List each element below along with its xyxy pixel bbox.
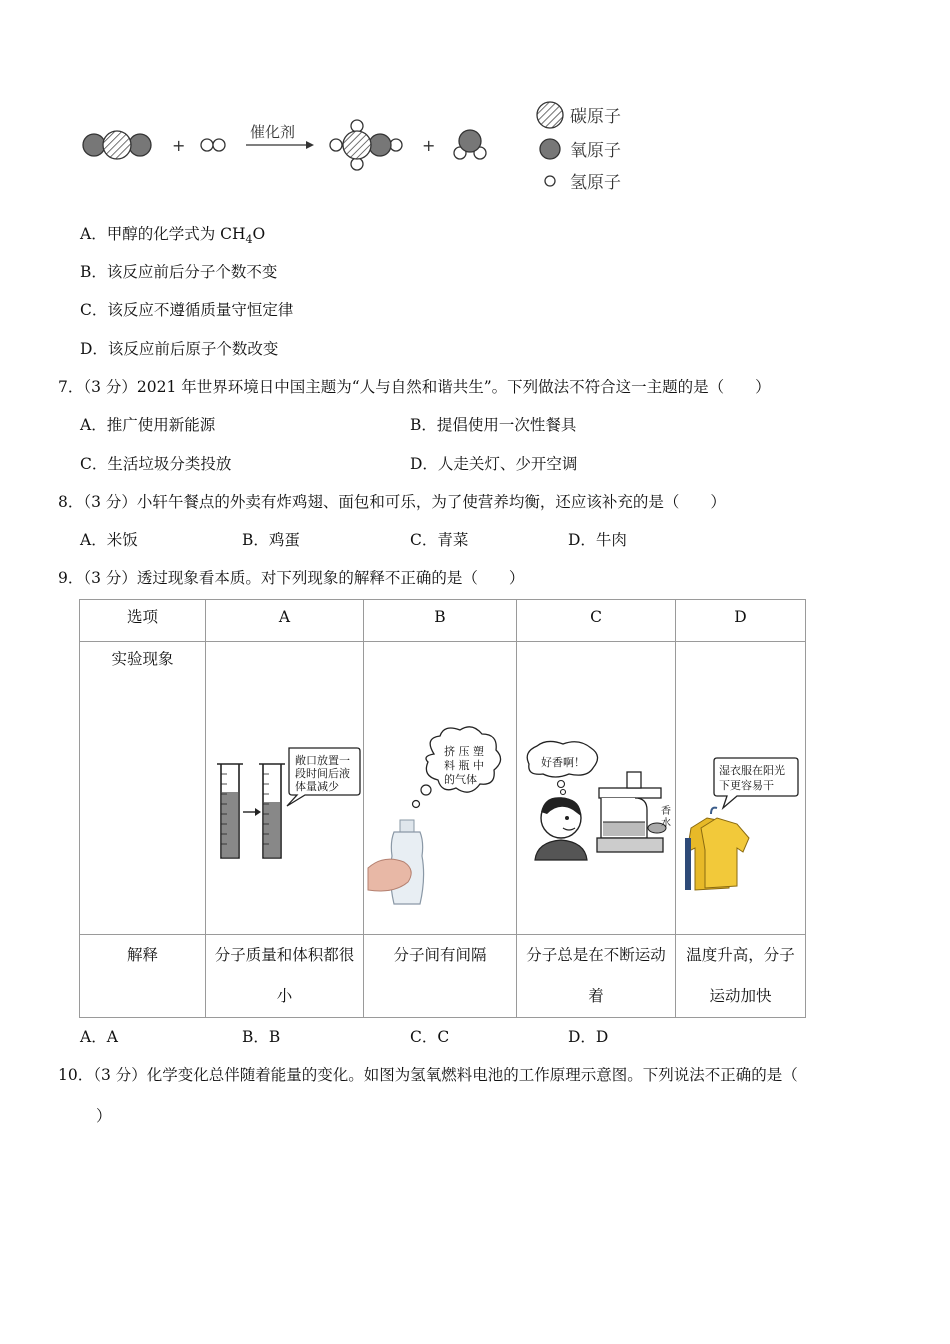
table-phenomenon-row (80, 642, 806, 935)
explanation-cell: 分子间有间隔 (364, 935, 517, 1018)
plus-sign-2: + (422, 136, 436, 155)
row-label: 解释 (80, 935, 206, 1018)
bottle-illustration (364, 642, 516, 934)
header-cell: A (206, 600, 364, 642)
co2-molecule-icon (83, 131, 151, 159)
q7-option-d: D．人走关灯、少开空调 (410, 455, 578, 473)
q9-option-a: A．A (80, 1028, 118, 1046)
header-cell: D (676, 600, 806, 642)
legend-carbon (537, 102, 621, 128)
q7-option-b: B．提倡使用一次性餐具 (410, 416, 577, 434)
table-explanation-row (80, 935, 806, 1018)
q6-option-d: D．该反应前后原子个数改变 (80, 340, 279, 358)
svg-text:水: 水 (661, 818, 671, 829)
h2-molecule-icon (201, 139, 225, 151)
q10-stem: 10．（3 分）化学变化总伴随着能量的变化。如图为氢氧燃料电池的工作原理示意图。下列说法不正确的是（ (58, 1066, 798, 1084)
svg-text:段时间后液: 段时间后液 (294, 767, 350, 780)
table-header-row (80, 600, 806, 642)
q8-option-d: D．牛肉 (568, 531, 627, 549)
q7-option-c: C．生活垃圾分类投放 (80, 455, 232, 473)
q9-option-d: D．D (568, 1028, 609, 1046)
svg-text:氧原子: 氧原子 (570, 141, 621, 161)
q9-option-c: C．C (410, 1028, 450, 1046)
q6-option-b: B．该反应前后分子个数不变 (80, 263, 278, 281)
q9-option-b: B．B (242, 1028, 281, 1046)
cylinder-illustration (207, 642, 363, 934)
q9-table (79, 599, 806, 1018)
carbon-atom-icon (537, 102, 563, 128)
row-label: 实验现象 (80, 642, 206, 935)
q7-stem: 7．（3 分）2021 年世界环境日中国主题为“人与自然和谐共生”。下列做法不符合这一主题的是（ ） (58, 378, 771, 396)
wet-clothes-illustration (677, 642, 805, 934)
svg-text:香: 香 (661, 806, 671, 817)
svg-text:氢原子: 氢原子 (570, 173, 621, 193)
header-cell: 选项 (80, 600, 206, 642)
svg-text:的气体: 的气体 (444, 773, 477, 786)
header-cell: C (517, 600, 676, 642)
svg-text:碳原子: 碳原子 (570, 107, 621, 127)
q8-stem: 8．（3 分）小轩午餐点的外卖有炸鸡翅、面包和可乐，为了使营养均衡，还应该补充的是（ ） (58, 493, 726, 511)
header-cell: B (364, 600, 517, 642)
q8-option-b: B．鸡蛋 (242, 531, 300, 549)
q6-option-c: C．该反应不遵循质量守恒定律 (80, 301, 294, 319)
q10-stem-end: ） (96, 1107, 112, 1125)
q9-stem: 9．（3 分）透过现象看本质。对下列现象的解释不正确的是（ ） (58, 569, 525, 587)
svg-text:挤 压 塑: 挤 压 塑 (444, 745, 484, 758)
svg-text:湿衣服在阳光: 湿衣服在阳光 (718, 764, 785, 777)
explanation-cell: 温度升高，分子 运动加快 (676, 935, 806, 1018)
explanation-cell: 分子质量和体积都很 小 (206, 935, 364, 1018)
perfume-illustration (517, 642, 675, 934)
hydrogen-atom-icon (545, 176, 555, 186)
svg-text:敞口放置一: 敞口放置一 (294, 754, 350, 767)
catalyst-label: 催化剂 (250, 123, 296, 141)
plus-sign-1: + (172, 136, 186, 155)
methanol-molecule-icon (330, 120, 402, 170)
q8-option-a: A．米饭 (80, 531, 138, 549)
svg-text:好香啊！: 好香啊！ (541, 756, 585, 769)
reaction-diagram (80, 95, 640, 195)
oxygen-atom-icon (540, 139, 560, 159)
q8-option-c: C．青菜 (410, 531, 469, 549)
svg-text:料 瓶 中: 料 瓶 中 (444, 759, 484, 772)
explanation-cell: 分子总是在不断运动 着 (517, 935, 676, 1018)
svg-text:体量减少: 体量减少 (294, 780, 339, 793)
q6-option-a: A．甲醇的化学式为 $CH_4O$ (80, 225, 266, 247)
water-molecule-icon (454, 130, 486, 159)
legend-hydrogen (545, 173, 621, 193)
legend-oxygen (540, 139, 621, 161)
q7-option-a: A．推广使用新能源 (80, 416, 216, 434)
svg-text:下更容易干: 下更容易干 (718, 779, 774, 792)
